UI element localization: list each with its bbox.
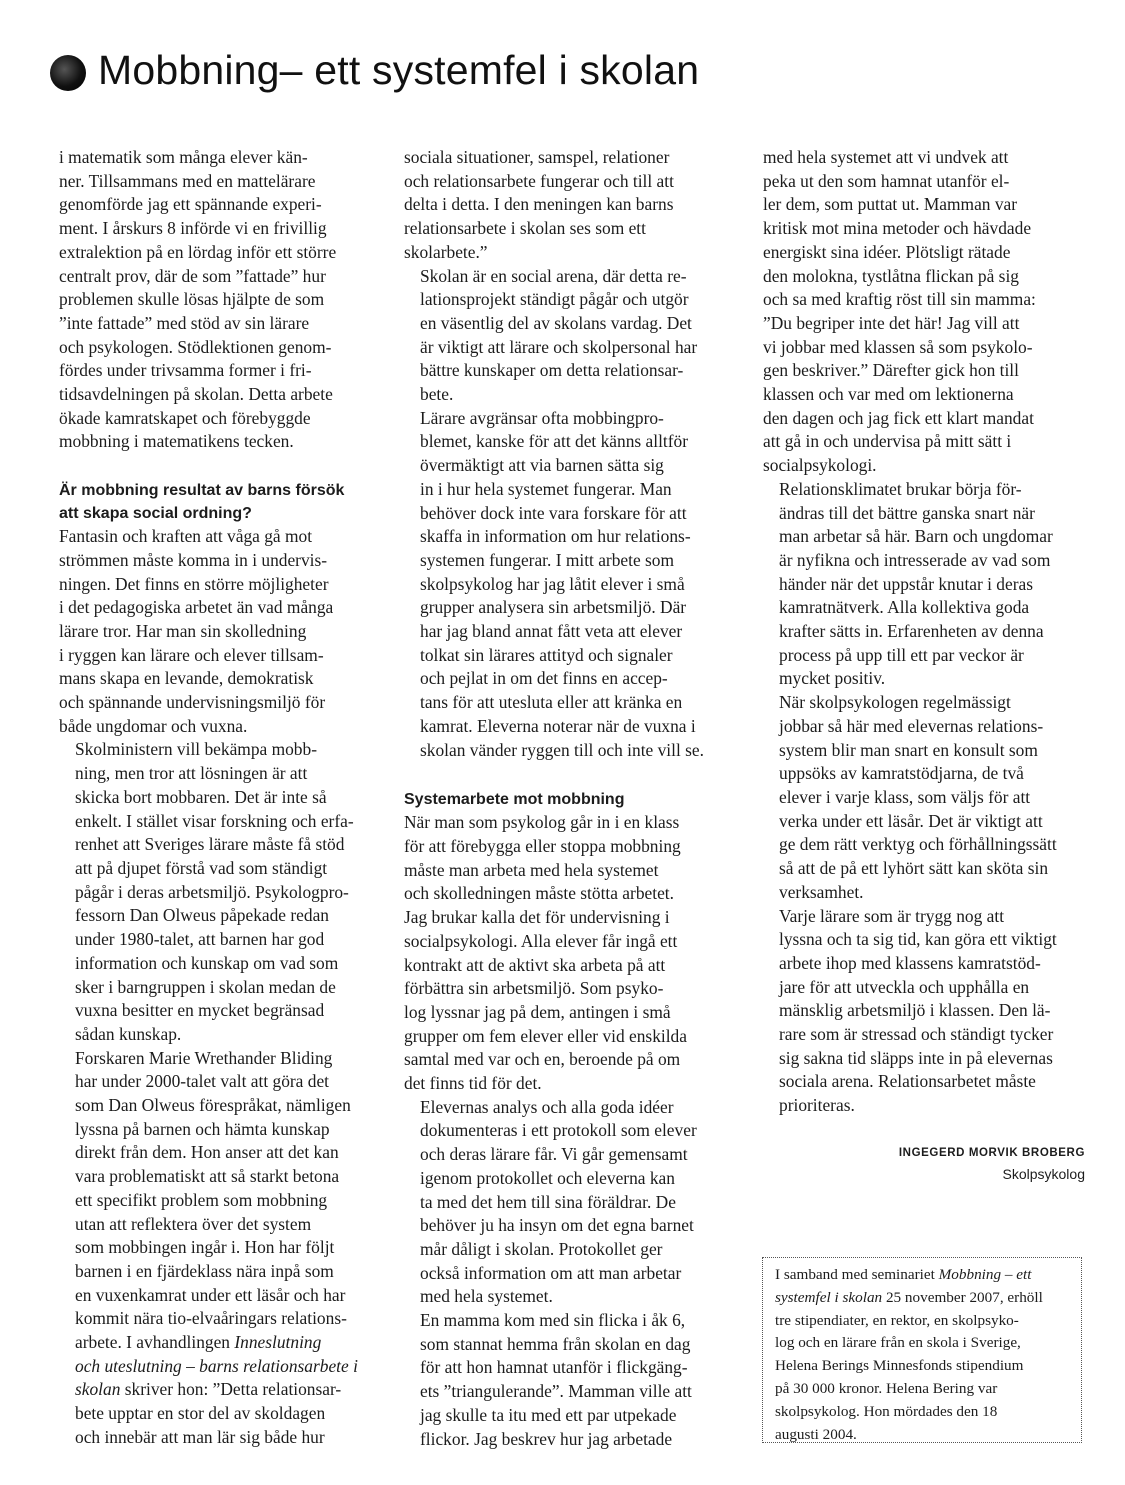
- paragraph: [404, 1096, 734, 1309]
- text-line: log lyssnar jag på dem, antingen i små: [404, 1001, 671, 1022]
- text-line: har jag bland annat fått veta att elever: [420, 621, 683, 642]
- text-line: pågår i deras arbetsmiljö. Psykologpro-: [75, 881, 349, 902]
- text-line: ökade kamratskapet och förebyggde: [59, 407, 311, 428]
- text-line: för att förebygga eller stoppa mobbning: [404, 835, 681, 856]
- text-line: ”inte fattade” med stöd av sin lärare: [59, 312, 310, 333]
- text-line: process på upp till ett par veckor är: [779, 644, 1024, 665]
- text-line: har under 2000-talet valt att göra det: [75, 1071, 329, 1092]
- text-line: lyssna och ta sig tid, kan göra ett viktigt: [779, 929, 1057, 950]
- text-line: in i hur hela systemet fungerar. Man: [420, 478, 672, 499]
- text-line: behöver dock inte vara forskare för att: [420, 502, 687, 523]
- text-line: kamrat. Eleverna noterar när de vuxna i: [420, 715, 696, 736]
- text-line: och pejlat in om det finns en accep-: [420, 668, 668, 689]
- text-line: Forskaren Marie Wrethander Bliding: [75, 1047, 333, 1068]
- text-line: tre stipendiater, en rektor, en skolpsyko-: [775, 1311, 1019, 1329]
- text-line: den molokna, tystlåtna flickan på sig: [763, 265, 1019, 286]
- text-line: för att hon hamnat utanför i flickgäng-: [420, 1357, 688, 1378]
- text-line: i det pedagogiska arbetet än vad många: [59, 597, 334, 618]
- text-line: barnen i en fjärdeklass nära inpå som: [75, 1260, 334, 1281]
- text-line: energiskt sina idéer. Plötsligt rätade: [763, 241, 1011, 262]
- text-line: på 30 000 kronor. Helena Bering var: [775, 1379, 998, 1397]
- paragraph: [59, 146, 379, 454]
- text-line: och spännande undervisningsmiljö för: [59, 692, 326, 713]
- text-line: igenom protokollet och eleverna kan: [420, 1167, 675, 1188]
- text-line: lärare tror. Har man sin skolledning: [59, 620, 307, 641]
- author-role: Skolpsykolog: [1002, 1165, 1085, 1182]
- text-line: gen beskriver.” Därefter gick hon till: [763, 360, 1019, 381]
- text-line: elever i varje klass, som väljs för att: [779, 786, 1031, 807]
- text-line: bete upptar en stor del av skoldagen: [75, 1403, 326, 1424]
- text-line: klassen och var med om lektionerna: [763, 384, 1014, 405]
- text-line: jare för att utveckla och upphålla en: [779, 976, 1030, 997]
- section-heading: [59, 479, 379, 525]
- paragraph: [404, 1309, 734, 1451]
- paragraph: Forskaren Marie Wrethander Bliding har under 2000-talet valt att göra det som Dan Olweus förespråkat, nämligen lyssna på barnen och hämta kunskap direkt från dem. Hon anser att det kan vara problematiskt att så starkt betona ett specifikt problem som mobbning utan att reflektera över det system som mobbingen ingår i. Hon har följt barnen i en fjärdeklass nära inpå som en vuxenkamrat under ett läsår och har kommit nära tio-elvaåringars relations- arbete. I avhandlingen Inneslutning och uteslutning – barns relationsarbete i skolan skriver hon: ”Detta relationsar- bete upptar en stor del av skoldagen och innebär att man lär sig både hur: [59, 1047, 379, 1450]
- text-line: kamratnätverk. Alla kollektiva goda: [779, 597, 1030, 618]
- text-line: skolarbete.”: [404, 241, 488, 262]
- text-line: måste man arbeta med hela systemet: [404, 859, 659, 880]
- text-line: som Dan Olweus förespråkat, nämligen: [75, 1095, 351, 1116]
- text-line: system blir man snart en konsult som: [779, 739, 1038, 760]
- text-line: skicka bort mobbaren. Det är inte så: [75, 786, 327, 807]
- text-line: ändras till det bättre ganska snart när: [779, 502, 1035, 523]
- text-line: ningen. Det finns en större möjligheter: [59, 573, 329, 594]
- article-header: [50, 40, 1080, 100]
- text-line: Skolan är en social arena, där detta re-: [420, 265, 687, 286]
- text-line: förbättra sin arbetsmiljö. Som psyko-: [404, 978, 664, 999]
- text-line: sociala situationer, samspel, relationer: [404, 147, 670, 167]
- text-line: händer när det uppstår knutar i deras: [779, 573, 1033, 594]
- text-line: så att de på ett lyhört sätt kan sköta sin: [779, 858, 1049, 879]
- text-line: skolpsykolog har jag låtit elever i små: [420, 573, 685, 594]
- text-line: grupper analysera sin arbetsmiljö. Där: [420, 597, 687, 618]
- text-line: sker i barngruppen i skolan medan de: [75, 976, 336, 997]
- text-line: sig sakna tid släpps inte in på elevernas: [779, 1047, 1053, 1068]
- text-line: sådan kunskap.: [75, 1023, 182, 1044]
- paragraph: [404, 146, 734, 265]
- text-line: mobbning i matematikens tecken.: [59, 431, 294, 452]
- text-line: lationsprojekt ständigt pågår och utgör: [420, 289, 689, 310]
- text-line: delta i detta. I den meningen kan barns: [404, 194, 674, 215]
- text-line: och skolledningen måste stötta arbetet.: [404, 883, 674, 904]
- text-line: ment. I årskurs 8 införde vi en frivillig: [59, 218, 327, 239]
- text-line: under 1980-talet, att barnen har god: [75, 929, 325, 950]
- text-line: kommit nära tio-elvaåringars relations-: [75, 1308, 347, 1329]
- column-2: [404, 146, 734, 1451]
- text-line: mans skapa en levande, demokratisk: [59, 668, 314, 689]
- text-line: extralektion på en lördag inför ett större: [59, 241, 337, 262]
- text-line: Helena Berings Minnesfonds stipendium: [775, 1357, 1024, 1375]
- text-line: som stannat hemma från skolan en dag: [420, 1333, 691, 1354]
- text-line: och sa med kraftig röst till sin mamma:: [763, 289, 1036, 310]
- text-line: När man som psykolog går in i en klass: [404, 812, 680, 833]
- text-line: socialpsykologi. Alla elever får ingå ett: [404, 930, 678, 951]
- text-line: socialpsykologi.: [763, 455, 877, 476]
- text-line: som mobbingen ingår i. Hon har följt: [75, 1237, 335, 1258]
- text-line: sociala arena. Relationsarbetet måste: [779, 1071, 1036, 1092]
- text-line: systemen fungerar. I mitt arbete som: [420, 549, 675, 570]
- text-line: fördes under trivsamma former i fri-: [59, 360, 312, 381]
- text-line: dokumenteras i ett protokoll som elever: [420, 1120, 697, 1141]
- text-line: och psykologen. Stödlektionen genom-: [59, 336, 332, 357]
- text-line: tidsavdelningen på skolan. Detta arbete: [59, 384, 333, 405]
- paragraph: [59, 738, 379, 1046]
- text-line: att skapa social ordning?: [59, 505, 252, 523]
- text-line: rare som är stressad och ständigt tycker: [779, 1024, 1054, 1045]
- text-line: krafter sätts in. Erfarenheten av denna: [779, 621, 1044, 642]
- text-line: också information om att man arbetar: [420, 1262, 682, 1283]
- text-line: arbete ihop med klassens kamratstöd-: [779, 952, 1041, 973]
- text-line: ta med det hem till sina föräldrar. De: [420, 1191, 676, 1212]
- paragraph: [404, 265, 734, 407]
- text-line: samtal med var och en, beroende på om: [404, 1049, 681, 1070]
- text-line: en vuxenkamrat under ett läsår och har: [75, 1284, 346, 1305]
- text-line: ner. Tillsammans med en mattelärare: [59, 170, 316, 191]
- text-line: Skolministern vill bekämpa mobb-: [75, 739, 317, 760]
- text-line: jobbar så här med elevernas relations-: [779, 715, 1044, 736]
- paragraph: [763, 691, 1093, 904]
- text-line: centralt prov, där de som ”fattade” hur: [59, 265, 326, 286]
- text-line: Varje lärare som är trygg nog att: [779, 905, 1005, 926]
- text-line: Är mobbning resultat av barns försök: [59, 482, 345, 500]
- text-line: augusti 2004.: [775, 1425, 857, 1443]
- text-line: i ryggen kan lärare och elever tillsam-: [59, 644, 324, 665]
- text-line: peka ut den som hamnat utanför el-: [763, 170, 1010, 191]
- text-line: Fantasin och kraften att våga gå mot: [59, 526, 313, 547]
- text-line: strömmen måste komma in i undervis-: [59, 549, 328, 570]
- text-line: mår dåligt i skolan. Protokollet ger: [420, 1238, 663, 1259]
- text-line: med hela systemet att vi undvek att: [763, 147, 1009, 167]
- article-title: Mobbning– ett systemfel i skolan: [98, 46, 700, 93]
- text-line: vara problematiskt att så starkt betona: [75, 1166, 340, 1187]
- paragraph: [763, 146, 1093, 478]
- text-line: log och en lärare från en skola i Sverige,: [775, 1334, 1021, 1352]
- text-line: man arbetar så här. Barn och ungdomar: [779, 526, 1053, 547]
- author-name: INGEGERD MORVIK BROBERG: [898, 1146, 1085, 1159]
- text-line: blemet, kanske för att det känns alltför: [420, 431, 689, 452]
- text-line: är nyfikna och intresserade av vad som: [779, 549, 1051, 570]
- text-line: När skolpsykologen regelmässigt: [779, 692, 1011, 713]
- text-line: renhet att Sveriges lärare måste få stöd: [75, 834, 345, 855]
- section-heading: Systemarbete mot mobbning: [404, 791, 625, 809]
- text-line: enkelt. I stället visar forskning och erfa-: [75, 810, 354, 831]
- text-line: uppsöks av kamratstödjarna, de två: [779, 763, 1024, 784]
- text-line: ge dem rätt verktyg och förhållningssätt: [779, 834, 1057, 855]
- text-line: bete.: [420, 384, 454, 405]
- text-line: Elevernas analys och alla goda idéer: [420, 1096, 674, 1117]
- text-line: och deras lärare får. Vi går gemensamt: [420, 1144, 688, 1165]
- text-line: direkt från dem. Hon anser att det kan: [75, 1142, 339, 1163]
- column-3: [763, 146, 1093, 1186]
- text-line: prioriteras.: [779, 1095, 855, 1116]
- text-line: att på djupet förstå vad som ständigt: [75, 857, 328, 878]
- text-line: vuxna besitter en mycket begränsad: [75, 1000, 325, 1021]
- text-line: och relationsarbete fungerar och till att: [404, 170, 674, 191]
- text-line: Lärare avgränsar ofta mobbingpro-: [420, 407, 664, 428]
- info-box: I samband med seminariet Mobbning – ett systemfel i skolan 25 november 2007, erhöll tre stipendiater, en rektor, en skolpsyko- log och en lärare från en skola i Sverige, Helena Berings Minnesfonds stipendium på 30 000 kronor. Helena Bering var skolpsykolog. Hon mördades den 18 augusti 2004.: [762, 1257, 1082, 1443]
- text-line: mänsklig arbetsmiljö i klassen. Den lä-: [779, 1000, 1051, 1021]
- text-line: en väsentlig del av skolans vardag. Det: [420, 312, 692, 333]
- text-line: det finns tid för det.: [404, 1073, 542, 1094]
- text-line: tans för att utesluta eller att kränka en: [420, 692, 683, 713]
- text-line: information och kunskap om vad som: [75, 952, 339, 973]
- text-line: genomförde jag ett spännande experi-: [59, 194, 322, 215]
- text-line: flickor. Jag beskrev hur jag arbetade: [420, 1428, 673, 1449]
- text-line: i matematik som många elever kän-: [59, 147, 308, 167]
- text-line: skolpsykolog. Hon mördades den 18: [775, 1402, 998, 1420]
- text-line: En mamma kom med sin flicka i åk 6,: [420, 1310, 686, 1331]
- text-line: med hela systemet.: [420, 1286, 553, 1307]
- text-line: skolan vänder ryggen till och inte vill se.: [420, 739, 704, 760]
- byline: [763, 1144, 1093, 1186]
- text-line: verka under ett läsår. Det är viktigt att: [779, 810, 1043, 831]
- text-line: relationsarbete i skolan ses som ett: [404, 218, 646, 239]
- text-line: kritisk mot mina metoder och hävdade: [763, 218, 1032, 239]
- text-line: ”Du begriper inte det här! Jag vill att: [763, 312, 1020, 333]
- text-line: Relationsklimatet brukar börja för-: [779, 478, 1022, 499]
- text-line: och innebär att man lär sig både hur: [75, 1426, 325, 1447]
- text-line: ning, men tror att lösningen är att: [75, 763, 308, 784]
- text-line: övermäktigt att via barnen sätta sig: [420, 455, 664, 476]
- text-line: grupper om fem elever eller vid enskilda: [404, 1025, 687, 1046]
- paragraph: [763, 905, 1093, 1118]
- text-line: kontrakt att de aktivt ska arbeta på att: [404, 954, 666, 975]
- text-line: behöver ju ha insyn om det egna barnet: [420, 1215, 694, 1236]
- text-line: Jag brukar kalla det för undervisning i: [404, 907, 670, 928]
- text-line: vi jobbar med klassen så som psykolo-: [763, 336, 1033, 357]
- text-line: bättre kunskaper om detta relationsar-: [420, 360, 684, 381]
- text-line: mycket positiv.: [779, 668, 886, 689]
- text-line: problemen skulle lösas hjälpte de som: [59, 289, 325, 310]
- column-1: [59, 146, 379, 1450]
- paragraph: [763, 478, 1093, 691]
- text-line: jag skulle ta itu med ett par utpekade: [420, 1404, 677, 1425]
- text-line: ett specifikt problem som mobbning: [75, 1189, 328, 1210]
- text-line: lyssna på barnen och hämta kunskap: [75, 1118, 330, 1139]
- text-line: tolkat sin lärares attityd och signaler: [420, 644, 673, 665]
- text-line: både ungdomar och vuxna.: [59, 715, 248, 736]
- text-line: verksamhet.: [779, 881, 864, 902]
- text-line: den dagen och jag fick ett klart mandat: [763, 407, 1034, 428]
- paragraph: [404, 811, 734, 1095]
- title-bullet-icon: [50, 55, 86, 91]
- text-line: ets ”triangulerande”. Mamman ville att: [420, 1381, 692, 1402]
- text-line: skaffa in information om hur relations-: [420, 526, 691, 547]
- text-line: att gå in och undervisa på mitt sätt i: [763, 431, 1012, 452]
- paragraph: [404, 407, 734, 763]
- paragraph: [59, 525, 379, 738]
- text-line: utan att reflektera över det system: [75, 1213, 312, 1234]
- text-line: är viktigt att lärare och skolpersonal har: [420, 336, 698, 357]
- text-line: fessorn Dan Olweus påpekade redan: [75, 905, 329, 926]
- text-line: ler dem, som puttat ut. Mamman var: [763, 194, 1018, 215]
